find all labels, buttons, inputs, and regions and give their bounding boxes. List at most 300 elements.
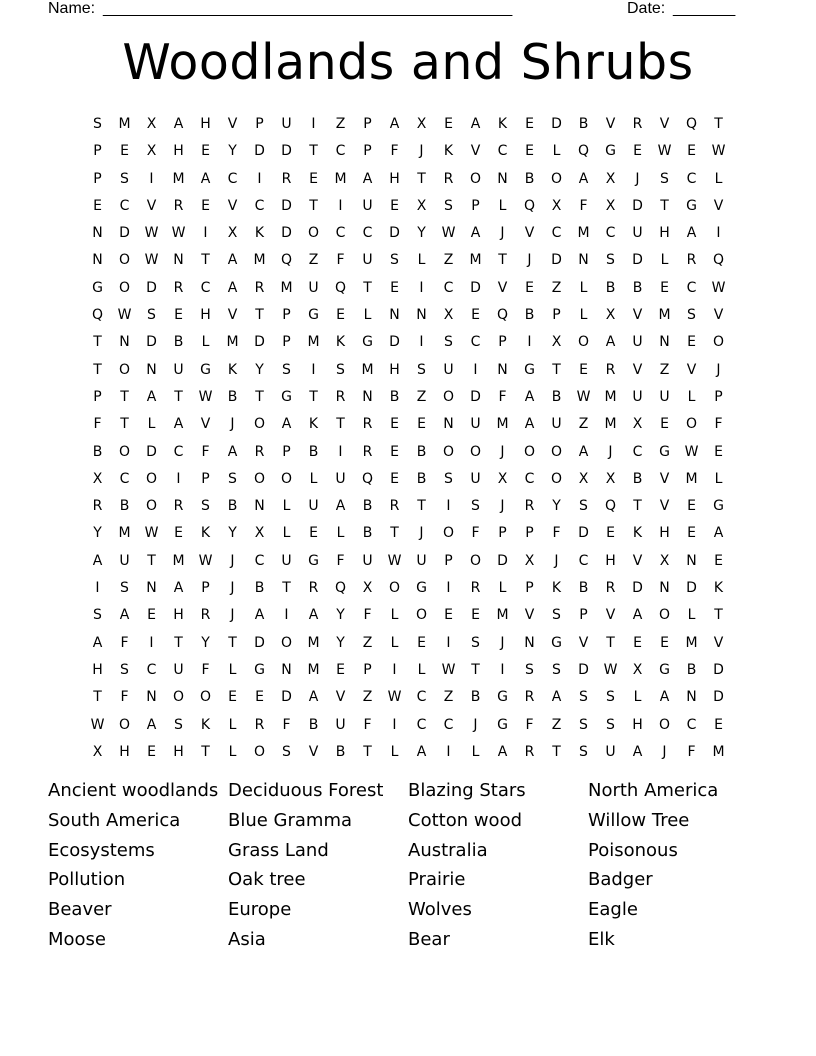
grid-letter: S — [417, 361, 426, 378]
grid-letter: R — [605, 580, 616, 597]
grid-letter: R — [362, 416, 373, 433]
grid-letter: P — [363, 116, 372, 132]
grid-letter: C — [578, 552, 589, 569]
grid-letter: I — [716, 225, 721, 242]
grid-letter: Q — [496, 307, 509, 324]
grid-letter: V — [227, 116, 238, 132]
grid-letter: G — [497, 716, 508, 733]
grid-letter: I — [500, 661, 505, 678]
grid-letter: S — [282, 743, 291, 760]
grid-letter: L — [471, 743, 480, 760]
grid-letter: H — [119, 743, 130, 760]
grid-letter: B — [605, 279, 616, 296]
grid-row — [84, 443, 732, 470]
grid-letter: V — [335, 689, 346, 706]
grid-letter: K — [335, 334, 346, 351]
grid-letter: X — [443, 307, 454, 324]
grid-letter: X — [578, 470, 589, 487]
grid-letter: W — [90, 716, 105, 733]
grid-letter: A — [389, 116, 400, 132]
grid-letter: F — [390, 143, 399, 160]
grid-letter: L — [687, 607, 696, 624]
grid-letter: P — [201, 470, 210, 487]
grid-letter: T — [93, 361, 102, 378]
grid-letter: O — [658, 716, 671, 733]
grid-letter: E — [579, 361, 588, 378]
grid-row — [84, 552, 732, 579]
word-list-item: Oak tree — [228, 869, 306, 891]
word-list-item: Grass Land — [228, 839, 329, 861]
grid-letter: C — [497, 143, 508, 160]
grid-letter: T — [201, 743, 210, 760]
grid-letter: D — [632, 197, 643, 214]
grid-letter: Z — [443, 252, 454, 269]
grid-letter: D — [713, 689, 724, 706]
grid-letter: E — [687, 498, 696, 515]
grid-letter: G — [362, 334, 373, 351]
grid-letter: A — [281, 416, 292, 433]
grid-letter: B — [308, 443, 319, 460]
grid-letter: A — [524, 388, 535, 405]
grid-letter: R — [632, 116, 643, 132]
grid-letter: U — [470, 470, 481, 487]
grid-letter: B — [119, 498, 130, 515]
grid-letter: C — [686, 170, 697, 187]
grid-letter: O — [550, 470, 563, 487]
grid-letter: M — [361, 361, 374, 378]
grid-letter: Q — [361, 470, 374, 487]
grid-letter: S — [120, 580, 129, 597]
grid-letter: V — [659, 498, 670, 515]
grid-letter: K — [551, 580, 562, 597]
grid-letter: Y — [228, 525, 237, 542]
grid-letter: Y — [336, 634, 345, 651]
grid-letter: N — [146, 689, 157, 706]
grid-letter: A — [227, 252, 238, 269]
grid-letter: Y — [336, 607, 345, 624]
grid-letter: N — [173, 252, 184, 269]
grid-letter: L — [633, 689, 642, 706]
grid-letter: S — [606, 716, 615, 733]
grid-letter: R — [254, 716, 265, 733]
grid-letter: F — [93, 416, 102, 433]
grid-letter: X — [605, 170, 616, 187]
grid-letter: F — [282, 716, 291, 733]
grid-letter: M — [712, 743, 725, 760]
grid-letter: L — [282, 498, 291, 515]
grid-letter: E — [714, 552, 723, 569]
grid-letter: V — [632, 361, 643, 378]
grid-letter: M — [685, 634, 698, 651]
word-list-item: Wolves — [408, 899, 472, 921]
grid-letter: A — [632, 743, 643, 760]
grid-letter: T — [201, 252, 210, 269]
grid-letter: N — [119, 334, 130, 351]
grid-letter: V — [227, 197, 238, 214]
grid-letter: T — [363, 743, 372, 760]
grid-letter: A — [173, 116, 184, 132]
grid-letter: E — [228, 689, 237, 706]
grid-letter: J — [500, 225, 505, 242]
grid-letter: G — [524, 361, 535, 378]
grid-letter: W — [117, 307, 132, 324]
grid-letter: J — [230, 580, 235, 597]
grid-letter: A — [227, 443, 238, 460]
grid-letter: N — [92, 225, 103, 242]
grid-letter: O — [388, 580, 401, 597]
letter-grid — [84, 115, 732, 770]
grid-letter: G — [92, 279, 103, 296]
grid-letter: R — [173, 197, 184, 214]
grid-letter: E — [525, 116, 534, 132]
grid-letter: Q — [280, 252, 293, 269]
grid-letter: V — [308, 743, 319, 760]
grid-letter: E — [687, 334, 696, 351]
grid-letter: K — [200, 525, 211, 542]
grid-letter: R — [389, 498, 400, 515]
grid-letter: I — [527, 334, 532, 351]
grid-letter: P — [201, 580, 210, 597]
grid-letter: D — [497, 552, 508, 569]
grid-letter: I — [257, 170, 262, 187]
grid-letter: B — [362, 525, 373, 542]
grid-row — [84, 115, 732, 142]
grid-letter: Q — [334, 580, 347, 597]
grid-letter: L — [390, 743, 399, 760]
grid-letter: E — [606, 525, 615, 542]
grid-letter: M — [226, 334, 239, 351]
name-label: Name: — [48, 0, 96, 17]
grid-letter: O — [469, 552, 482, 569]
grid-letter: U — [119, 552, 130, 569]
grid-letter: L — [417, 661, 426, 678]
grid-letter: W — [441, 225, 456, 242]
grid-letter: U — [470, 416, 481, 433]
grid-letter: D — [281, 689, 292, 706]
grid-letter: L — [147, 416, 156, 433]
grid-letter: Z — [362, 634, 373, 651]
grid-letter: C — [605, 225, 616, 242]
grid-letter: R — [173, 279, 184, 296]
grid-letter: U — [173, 661, 184, 678]
grid-letter: K — [254, 225, 265, 242]
grid-letter: E — [93, 197, 102, 214]
grid-row — [84, 661, 732, 688]
grid-letter: E — [525, 279, 534, 296]
grid-letter: I — [446, 580, 451, 597]
grid-letter: L — [363, 307, 372, 324]
grid-letter: D — [470, 279, 481, 296]
grid-letter: K — [200, 716, 211, 733]
grid-letter: B — [632, 279, 643, 296]
grid-letter: C — [443, 716, 454, 733]
grid-letter: N — [686, 552, 697, 569]
grid-letter: W — [387, 552, 402, 569]
grid-letter: M — [307, 634, 320, 651]
grid-letter: K — [632, 525, 643, 542]
grid-letter: S — [687, 307, 696, 324]
grid-letter: W — [711, 143, 726, 160]
grid-letter: U — [173, 361, 184, 378]
grid-letter: V — [524, 607, 535, 624]
grid-letter: T — [606, 634, 615, 651]
grid-letter: Z — [308, 252, 319, 269]
grid-letter: A — [335, 498, 346, 515]
grid-letter: M — [469, 252, 482, 269]
grid-letter: X — [524, 552, 535, 569]
grid-letter: M — [604, 388, 617, 405]
grid-letter: L — [552, 143, 561, 160]
grid-letter: M — [334, 170, 347, 187]
grid-letter: B — [173, 334, 184, 351]
grid-letter: S — [579, 689, 588, 706]
grid-letter: E — [309, 525, 318, 542]
grid-letter: S — [579, 716, 588, 733]
grid-letter: N — [281, 661, 292, 678]
grid-letter: H — [173, 143, 184, 160]
grid-letter: O — [469, 443, 482, 460]
word-list-item: Poisonous — [588, 839, 678, 861]
grid-row — [84, 306, 732, 333]
grid-letter: F — [525, 716, 534, 733]
grid-letter: I — [392, 716, 397, 733]
grid-letter: L — [660, 252, 669, 269]
grid-letter: T — [255, 307, 264, 324]
grid-letter: I — [176, 470, 181, 487]
grid-letter: H — [173, 607, 184, 624]
grid-row — [84, 470, 732, 497]
grid-letter: P — [552, 307, 561, 324]
grid-letter: W — [144, 225, 159, 242]
grid-letter: B — [92, 443, 103, 460]
grid-letter: Z — [416, 388, 427, 405]
grid-letter: N — [497, 361, 508, 378]
grid-row — [84, 743, 732, 770]
grid-letter: M — [577, 225, 590, 242]
grid-letter: W — [603, 661, 618, 678]
grid-letter: Y — [417, 225, 426, 242]
grid-letter: V — [632, 552, 643, 569]
grid-letter: M — [685, 470, 698, 487]
grid-letter: W — [198, 388, 213, 405]
grid-letter: T — [120, 388, 129, 405]
grid-letter: M — [307, 661, 320, 678]
grid-letter: F — [336, 552, 345, 569]
word-list-item: Cotton wood — [408, 809, 523, 831]
grid-letter: S — [525, 661, 534, 678]
word-list-item: Elk — [588, 928, 615, 950]
grid-letter: W — [171, 225, 186, 242]
word-list-item: Prairie — [408, 869, 466, 891]
grid-letter: R — [524, 743, 535, 760]
grid-letter: O — [280, 470, 293, 487]
grid-letter: W — [198, 552, 213, 569]
grid-letter: E — [390, 470, 399, 487]
grid-letter: N — [578, 252, 589, 269]
grid-letter: F — [120, 689, 129, 706]
grid-letter: O — [145, 470, 158, 487]
grid-letter: U — [632, 388, 643, 405]
grid-letter: T — [660, 197, 669, 214]
grid-letter: V — [578, 634, 589, 651]
grid-letter: O — [442, 443, 455, 460]
grid-letter: G — [605, 143, 616, 160]
grid-letter: O — [253, 743, 266, 760]
grid-letter: W — [144, 252, 159, 269]
grid-letter: F — [363, 607, 372, 624]
grid-letter: M — [496, 416, 509, 433]
grid-letter: R — [254, 279, 265, 296]
grid-letter: S — [120, 661, 129, 678]
grid-letter: O — [307, 225, 320, 242]
grid-letter: S — [444, 197, 453, 214]
grid-letter: A — [173, 580, 184, 597]
grid-letter: G — [200, 361, 211, 378]
grid-letter: V — [524, 225, 535, 242]
grid-letter: E — [255, 689, 264, 706]
grid-letter: E — [201, 143, 210, 160]
word-list-item: Willow Tree — [588, 809, 690, 831]
grid-letter: T — [498, 252, 507, 269]
grid-letter: X — [92, 743, 103, 760]
grid-letter: V — [146, 197, 157, 214]
grid-letter: P — [714, 388, 723, 405]
grid-letter: O — [118, 443, 131, 460]
grid-letter: J — [608, 443, 613, 460]
grid-letter: V — [470, 143, 481, 160]
word-list-item: Badger — [588, 869, 653, 891]
grid-letter: Q — [577, 143, 590, 160]
grid-letter: B — [335, 743, 346, 760]
grid-letter: L — [498, 580, 507, 597]
grid-letter: S — [606, 252, 615, 269]
grid-letter: P — [498, 525, 507, 542]
grid-letter: T — [471, 661, 480, 678]
grid-letter: B — [578, 580, 589, 597]
grid-letter: V — [605, 116, 616, 132]
grid-letter: E — [390, 279, 399, 296]
grid-letter: I — [419, 279, 424, 296]
grid-letter: K — [308, 416, 319, 433]
grid-letter: L — [390, 607, 399, 624]
grid-letter: W — [441, 661, 456, 678]
grid-letter: F — [579, 197, 588, 214]
grid-letter: X — [632, 416, 643, 433]
grid-letter: L — [309, 470, 318, 487]
grid-letter: U — [281, 552, 292, 569]
grid-letter: P — [93, 388, 102, 405]
grid-letter: Z — [335, 116, 346, 132]
grid-letter: M — [253, 252, 266, 269]
word-list-item: Blazing Stars — [408, 780, 526, 801]
grid-letter: R — [470, 580, 481, 597]
grid-letter: S — [444, 334, 453, 351]
grid-letter: J — [230, 552, 235, 569]
grid-letter: C — [551, 225, 562, 242]
grid-letter: K — [713, 580, 724, 597]
grid-letter: M — [658, 307, 671, 324]
grid-row — [84, 333, 732, 360]
grid-letter: Z — [659, 361, 670, 378]
grid-letter: A — [524, 416, 535, 433]
grid-letter: F — [201, 661, 210, 678]
grid-letter: A — [92, 634, 103, 651]
grid-letter: X — [254, 525, 265, 542]
grid-letter: K — [227, 361, 238, 378]
grid-letter: U — [335, 716, 346, 733]
grid-letter: F — [363, 716, 372, 733]
grid-letter: T — [714, 116, 723, 132]
grid-letter: S — [471, 498, 480, 515]
grid-letter: O — [550, 443, 563, 460]
grid-letter: I — [419, 334, 424, 351]
grid-letter: F — [687, 743, 696, 760]
grid-letter: J — [473, 716, 478, 733]
grid-letter: V — [227, 307, 238, 324]
word-list-item: South America — [48, 809, 181, 831]
grid-letter: Y — [228, 143, 237, 160]
grid-letter: L — [687, 388, 696, 405]
grid-letter: N — [686, 689, 697, 706]
grid-letter: U — [362, 552, 373, 569]
grid-letter: X — [146, 143, 157, 160]
grid-letter: B — [470, 689, 481, 706]
grid-letter: M — [280, 279, 293, 296]
grid-letter: O — [253, 416, 266, 433]
grid-letter: O — [442, 388, 455, 405]
grid-row — [84, 415, 732, 442]
grid-letter: T — [309, 197, 318, 214]
grid-letter: D — [551, 252, 562, 269]
grid-letter: G — [308, 552, 319, 569]
grid-letter: P — [363, 661, 372, 678]
grid-letter: E — [336, 661, 345, 678]
grid-letter: I — [311, 361, 316, 378]
grid-letter: B — [362, 498, 373, 515]
grid-letter: X — [92, 470, 103, 487]
grid-letter: M — [172, 552, 185, 569]
grid-letter: T — [93, 689, 102, 706]
grid-letter: L — [228, 716, 237, 733]
grid-letter: D — [686, 580, 697, 597]
grid-letter: R — [443, 170, 454, 187]
grid-letter: O — [415, 607, 428, 624]
word-list-item: Australia — [408, 839, 488, 861]
grid-letter: A — [92, 552, 103, 569]
grid-letter: Q — [604, 498, 617, 515]
grid-letter: S — [228, 470, 237, 487]
grid-letter: C — [335, 225, 346, 242]
grid-letter: Q — [523, 197, 536, 214]
grid-letter: E — [201, 197, 210, 214]
grid-letter: B — [686, 661, 697, 678]
grid-letter: E — [471, 607, 480, 624]
grid-letter: O — [118, 361, 131, 378]
grid-letter: I — [446, 634, 451, 651]
grid-letter: C — [146, 661, 157, 678]
grid-letter: M — [118, 525, 131, 542]
grid-letter: G — [497, 689, 508, 706]
grid-letter: C — [173, 443, 184, 460]
page-title: Woodlands and Shrubs — [122, 34, 694, 91]
grid-letter: Z — [578, 416, 589, 433]
grid-letter: O — [118, 279, 131, 296]
grid-letter: E — [687, 143, 696, 160]
grid-letter: E — [660, 416, 669, 433]
grid-letter: T — [309, 143, 318, 160]
grid-letter: I — [284, 607, 289, 624]
grid-letter: I — [446, 743, 451, 760]
